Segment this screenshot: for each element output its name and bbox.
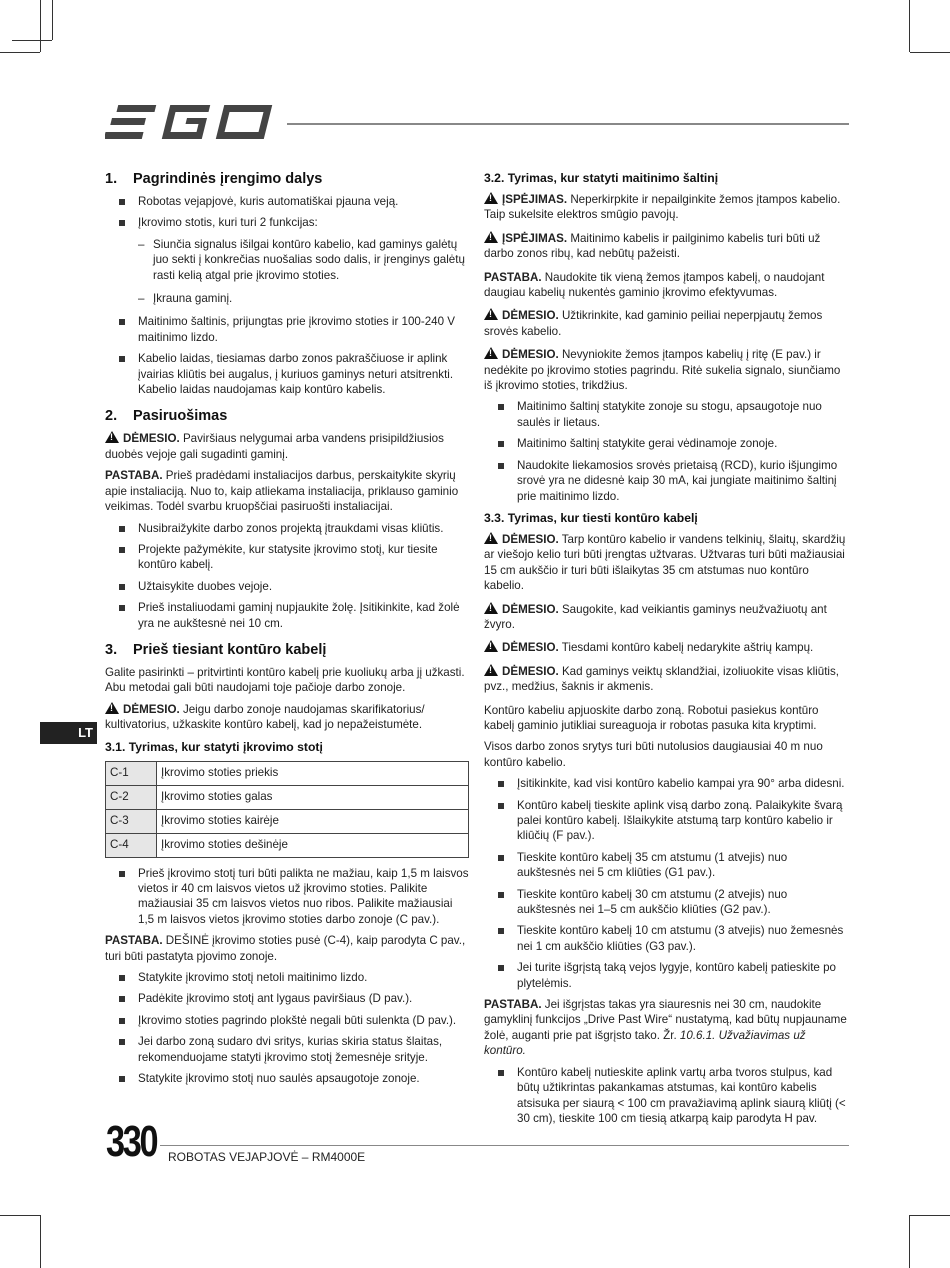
list-item: Maitinimo šaltinį statykite gerai vėdinamoje zonoje. xyxy=(484,436,849,451)
section-3-intro: Galite pasirinkti – pritvirtinti kontūro kabelį prie kuoliukų arba jį užkasti. Abu metodai gali būti naudojami toje pačioje darbo zonoje. xyxy=(105,665,465,695)
list-item: Statykite įkrovimo stotį nuo saulės apsaugotoje zonoje. xyxy=(105,1071,471,1086)
note-paragraph: PASTABA. Naudokite tik vieną žemos įtampos kabelį, o naudojant daugiau kabelių nukentės gaminio įkrovimo efektyvumas. xyxy=(484,270,825,300)
note-paragraph: PASTABA. DEŠINĖ įkrovimo stoties pusė (C-4), kaip parodyta C pav., turi būti pastatyta pjovimo zonoje. xyxy=(105,934,466,963)
section-1-list xyxy=(105,194,471,397)
dash-item: – Įkrauna gaminį. xyxy=(138,291,471,306)
list-item: Padėkite įkrovimo stotį ant lygaus paviršiaus (D pav.). xyxy=(105,991,471,1006)
table-row: C-2 Įkrovimo stoties galas xyxy=(106,785,469,809)
caution-paragraph: !DĖMESIO. Nevyniokite žemos įtampos kabelių į ritę (E pav.) ir nedėkite po įkrovimo stoties pagrindu. Ritė sukelia signalo, siunčiamo iš įkrovimo stoties, trikdžius. xyxy=(484,347,849,393)
list-item: Tieskite kontūro kabelį 30 cm atstumu (2 atvejis) nuo aukštesnės nei 1–5 cm aukščio kliūties (G2 pav.). xyxy=(484,887,849,918)
list-item: Jei darbo zoną sudaro dvi sritys, kurias skiria status šlaitas, rekomenduojame statyti įkrovimo stotį žemesnėje srityje. xyxy=(105,1034,471,1065)
list-item: Robotas vejapjovė, kuris automatiškai pjauna veją. xyxy=(105,194,471,209)
warning-icon xyxy=(105,702,119,714)
warning-paragraph: !ĮSPĖJIMAS. Neperkirpkite ir nepailginkite žemos įtampos kabelio. Taip sukelsite elektros smūgio pavojų. xyxy=(484,192,849,223)
crop-mark xyxy=(40,1215,41,1268)
caution-paragraph: !DĖMESIO. Tarp kontūro kabelio ir vandens telkinių, šlaitų, skardžių ar viešojo kelio turi būti įrengtas užtvaras. Užtvaras turi būti mažiausiai 15 cm aukščio ir turi būti išlaikytas 35 cm atstumas nuo kontūro kabelio. xyxy=(484,532,849,594)
list-item: Prieš įkrovimo stotį turi būti palikta ne mažiau, kaip 1,5 m laisvos vietos ir 40 cm laisvos vietos už įkrovimo stoties. Palikite mažiausiai 35 cm laisvos vietos nuo ribos. Palikite mažiausiai 1,5 m laisvos vietos įkrovimo stoties darbo zonoje (C pav.). xyxy=(105,866,471,928)
cross-reference: 10.6.1. Užvažiavimas už kontūro. xyxy=(484,1028,806,1058)
caution-paragraph: !DĖMESIO. Jeigu darbo zonoje naudojamas skarifikatorius/ kultivatorius, užkaskite kontūro kabelį, kad jo nepažeistumėte. xyxy=(105,702,471,733)
section-3-3-heading: 3.3. Tyrimas, kur tiesti kontūro kabelį xyxy=(484,510,698,525)
dash-list xyxy=(138,237,471,307)
warning-icon xyxy=(484,308,498,320)
ego-logo xyxy=(105,102,277,147)
language-tab: LT xyxy=(40,722,97,744)
caution-paragraph: !DĖMESIO. Saugokite, kad veikiantis gaminys neužvažiuotų ant žvyro. xyxy=(484,602,849,633)
list-item: Projekte pažymėkite, kur statysite įkrovimo stotį, kur tiesite kontūro kabelį. xyxy=(105,542,471,573)
list-item: Jei turite išgrįstą taką vejos lygyje, kontūro kabelį patieskite po plytelėmis. xyxy=(484,960,849,991)
list-item: Tieskite kontūro kabelį 10 cm atstumu (3 atvejis) nuo žemesnės nei 1 cm aukščio kliūties (G3 pav.). xyxy=(484,923,849,954)
crop-mark xyxy=(910,52,950,53)
list-item: Statykite įkrovimo stotį netoli maitinimo lizdo. xyxy=(105,970,471,985)
section-1-heading: 1. Pagrindinės įrengimo dalys xyxy=(105,171,323,187)
warning-icon xyxy=(105,431,119,443)
crop-mark xyxy=(40,0,41,52)
list-item: Įsitikinkite, kad visi kontūro kabelio kampai yra 90° arba didesni. xyxy=(484,776,849,791)
list-item: Įkrovimo stoties pagrindo plokštė negali būti sulenkta (D pav.). xyxy=(105,1013,471,1028)
header-rule xyxy=(287,123,849,125)
list-item: Tieskite kontūro kabelį 35 cm atstumu (1 atvejis) nuo aukštesnės nei 5 cm kliūties (G1 pav.). xyxy=(484,850,849,881)
section-3-2-list xyxy=(484,399,849,503)
table-row: C-1 Įkrovimo stoties priekis xyxy=(106,761,469,785)
footer-rule xyxy=(160,1145,849,1146)
note-paragraph: PASTABA. Jei išgrįstas takas yra siauresnis nei 30 cm, naudokite gamyklinį funkcijos „Drive Past Wire“ nustatymą, kad būtų nupjauname žolė, auganti prie pat išgrįsto tako. Žr. 10.6.1. Užvažiavimas už kontūro. xyxy=(484,998,847,1058)
crop-mark xyxy=(0,52,40,53)
list-item: Kabelio laidas, tiesiamas darbo zonos pakraščiuose ir aplink įvairias kliūtis bei augalus, į kuriuos gaminys neturi atsitrenkti. Kabelio laidas naudojamas kaip kontūro kabelis. xyxy=(105,351,471,397)
list-item: Nusibraižykite darbo zonos projektą įtraukdami visas kliūtis. xyxy=(105,521,471,536)
caution-paragraph: !DĖMESIO. Užtikrinkite, kad gaminio peiliai neperpjautų žemos srovės kabelio. xyxy=(484,308,849,339)
body-paragraph: Kontūro kabeliu apjuoskite darbo zoną. Robotui pasiekus kontūro kabelį gaminio jutikliai sureaguoja ir robotas pasuka kita kryptimi. xyxy=(484,703,819,732)
warning-icon xyxy=(484,640,498,652)
body-paragraph: Visos darbo zonos srytys turi būti nutolusios daugiausiai 40 m nuo kontūro kabelio. xyxy=(484,740,823,769)
note-paragraph: PASTABA. Prieš pradėdami instaliacijos darbus, perskaitykite skyrių apie instaliaciją. Nuo to, kaip atliekama instaliacija, priklauso gaminio veikimas. Todėl svarbu kruopščiai pasiruošti instaliacijai. xyxy=(105,469,459,514)
warning-icon xyxy=(484,664,498,676)
warning-icon xyxy=(484,347,498,359)
left-column xyxy=(105,170,471,1092)
warning-icon xyxy=(484,532,498,544)
dash-item: – Siunčia signalus išilgai kontūro kabelio, kad gaminys galėtų juo sekti į konkrečias nuošalias sodo dalis, ir įrenginys galėtų rasti kelią atgal prie įkrovimo stoties. xyxy=(138,237,471,283)
warning-paragraph: !ĮSPĖJIMAS. Maitinimo kabelis ir pailginimo kabelis turi būti už darbo zonos ribų, kad nebūtų pažeisti. xyxy=(484,231,849,262)
section-3-3-list-b xyxy=(484,1065,849,1127)
list-item: Naudokite liekamosios srovės prietaisą (RCD), kurio išjungimo srovė yra ne didesnė kaip 30 mA, kai jungiate maitinimo šaltinį prie maitinimo lizdo. xyxy=(484,458,849,504)
list-item: Įkrovimo stotis, kuri turi 2 funkcijas: – Siunčia signalus išilgai kontūro kabelio, kad gaminys galėtų juo sekti į konkrečias nuošalias sodo dalis, ir įrenginys galėtų rasti kelią atgal prie įkrovimo stoties. – Įkrauna gaminį. xyxy=(105,215,471,306)
warning-icon xyxy=(484,231,498,243)
section-3-1-list-a xyxy=(105,866,471,928)
section-3-1-heading: 3.1. Tyrimas, kur statyti įkrovimo stotį xyxy=(105,739,323,754)
warning-icon xyxy=(484,192,498,204)
table-row: C-3 Įkrovimo stoties kairėje xyxy=(106,809,469,833)
caution-paragraph: !DĖMESIO. Paviršiaus nelygumai arba vandens prisipildžiusios duobės vejoje gali sugadinti gaminį. xyxy=(105,431,471,462)
list-item: Maitinimo šaltinį statykite zonoje su stogu, apsaugotoje nuo saulės ir lietaus. xyxy=(484,399,849,430)
list-item: Užtaisykite duobes vejoje. xyxy=(105,579,471,594)
crop-mark xyxy=(12,40,52,41)
section-3-3-list xyxy=(484,776,849,991)
section-3-1-list-b xyxy=(105,970,471,1086)
table-row: C-4 Įkrovimo stoties dešinėje xyxy=(106,833,469,857)
section-2-list xyxy=(105,521,471,631)
charging-station-table xyxy=(105,761,469,858)
caution-paragraph: !DĖMESIO. Tiesdami kontūro kabelį nedarykite aštrių kampų. xyxy=(484,640,849,655)
crop-mark xyxy=(910,1215,950,1216)
list-item: Prieš instaliuodami gaminį nupjaukite žolę. Įsitikinkite, kad žolė yra ne aukštesnė nei 10 cm. xyxy=(105,600,471,631)
section-3-2-heading: 3.2. Tyrimas, kur statyti maitinimo šaltinį xyxy=(484,171,719,185)
crop-mark xyxy=(52,0,53,40)
crop-mark xyxy=(909,0,910,52)
crop-mark xyxy=(909,1215,910,1268)
page-number: 330 xyxy=(106,1117,157,1166)
footer-title: ROBOTAS VEJAPJOVĖ – RM4000E xyxy=(168,1150,366,1164)
list-item: Kontūro kabelį nutieskite aplink vartų arba tvoros stulpus, kad būtų užtikrintas pakankamas atstumas, kai kontūro kabelis atsisuka per siaurą < 100 cm pravažiavimą aplink siaurą kliūtį (< 30 cm), tieskite 100 cm tiesią atkarpą kaip parodyta H pav. xyxy=(484,1065,849,1127)
section-2-heading: 2. Pasiruošimas xyxy=(105,408,228,425)
crop-mark xyxy=(0,1215,40,1216)
caution-paragraph: !DĖMESIO. Kad gaminys veiktų sklandžiai, izoliuokite visas kliūtis, pvz., medžius, šaknis ir akmenis. xyxy=(484,664,849,695)
warning-icon xyxy=(484,602,498,614)
section-3-heading: 3. Prieš tiesiant kontūro kabelį xyxy=(105,641,327,658)
right-column xyxy=(484,170,849,1132)
list-item: Kontūro kabelį tieskite aplink visą darbo zoną. Palaikykite švarą palei kontūro kabelį. Išlaikykite atstumą tarp kontūro kabelio ir kliūčių (F pav.). xyxy=(484,798,849,844)
list-item: Maitinimo šaltinis, prijungtas prie įkrovimo stoties ir 100-240 V maitinimo lizdo. xyxy=(105,314,471,345)
